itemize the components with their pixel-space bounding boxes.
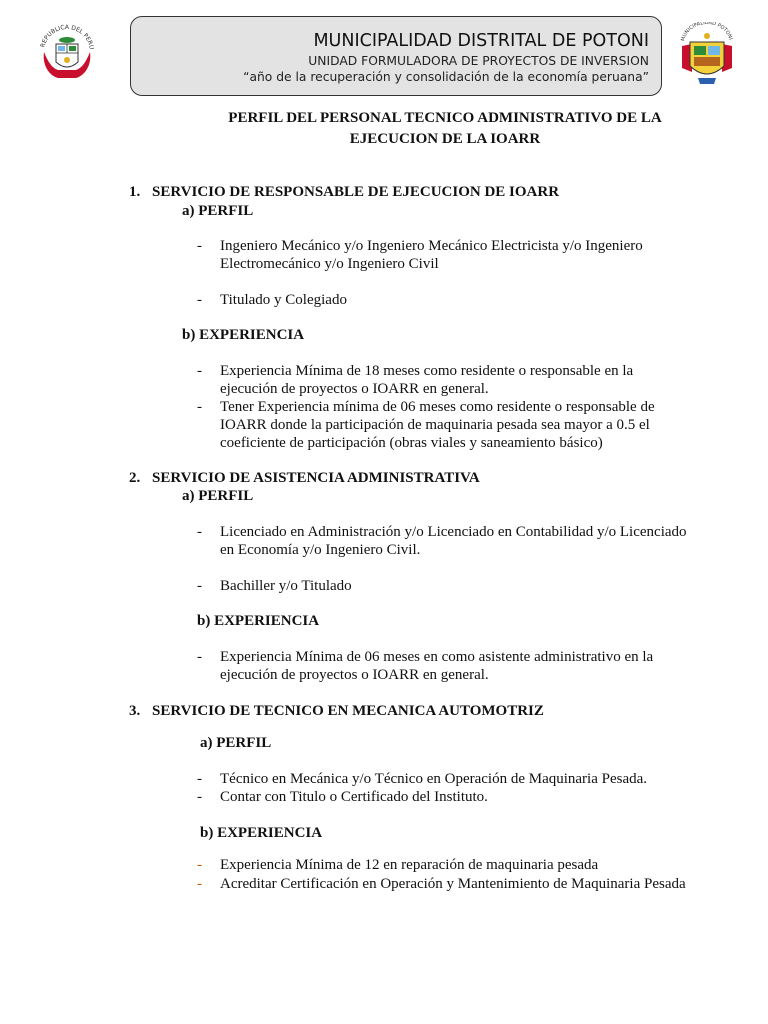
text-line: en Economía y/o Ingeniero Civil. xyxy=(220,542,421,558)
text-line: ejecución de proyectos o IOARR en general. xyxy=(220,381,489,397)
section-2-profile-item-1 xyxy=(220,523,696,559)
bullet-dash: - xyxy=(197,789,202,805)
title-line-2: EJECUCION DE LA IOARR xyxy=(349,131,541,147)
section-2-profile-item-2 xyxy=(220,577,696,595)
text-line: coeficiente de participación (obras viales y saneamiento básico) xyxy=(220,435,603,451)
header-banner xyxy=(130,16,662,96)
text-line: Acreditar Certificación en Operación y Mantenimiento de Maquinaria Pesada xyxy=(220,876,686,892)
text-line: Experiencia Mínima de 18 meses como residente o responsable en la xyxy=(220,363,634,379)
section-1-experience-item-1 xyxy=(220,362,696,398)
unit-name: UNIDAD FORMULADORA DE PROYECTOS DE INVERSION xyxy=(308,54,649,68)
section-2-heading: SERVICIO DE ASISTENCIA ADMINISTRATIVA xyxy=(152,470,480,486)
section-3-heading: SERVICIO DE TECNICO EN MECANICA AUTOMOTRIZ xyxy=(152,703,544,719)
bullet-dash: - xyxy=(197,771,202,787)
section-2-experience-label: b) EXPERIENCIA xyxy=(197,613,320,629)
bullet-dash: - xyxy=(197,363,202,379)
section-1-profile-label: a) PERFIL xyxy=(182,203,254,219)
bullet-dash: - xyxy=(197,578,202,594)
bullet-dash: - xyxy=(197,399,202,415)
text-line: Bachiller y/o Titulado xyxy=(220,578,352,594)
text-line: Experiencia Mínima de 06 meses en como asistente administrativo en la xyxy=(220,649,654,665)
section-3-profile-item-2 xyxy=(220,788,696,806)
svg-text:REPUBLICA DEL PERU: REPUBLICA DEL PERU xyxy=(39,23,95,51)
section-1-profile-item-2 xyxy=(220,291,696,309)
section-2-experience-item-1 xyxy=(220,648,696,684)
section-3-experience-item-2 xyxy=(220,875,696,893)
text-line: Titulado y Colegiado xyxy=(220,292,347,308)
text-line: ejecución de proyectos o IOARR en general. xyxy=(220,667,489,683)
text-line: Técnico en Mecánica y/o Técnico en Operación de Maquinaria Pesada. xyxy=(220,771,648,787)
section-2-number: 2. xyxy=(129,470,141,486)
bullet-dash: - xyxy=(197,238,202,254)
section-2-profile-label: a) PERFIL xyxy=(182,488,254,504)
section-3-number: 3. xyxy=(129,703,141,719)
municipality-name: MUNICIPALIDAD DISTRITAL DE POTONI xyxy=(313,31,649,51)
text-line: Ingeniero Mecánico y/o Ingeniero Mecánico Electricista y/o Ingeniero xyxy=(220,238,643,254)
peru-coat-of-arms-logo xyxy=(36,22,98,84)
section-1-profile-item-1 xyxy=(220,237,696,273)
bullet-dash: - xyxy=(197,524,202,540)
svg-text:MUNICIPALIDAD POTONI: MUNICIPALIDAD POTONI xyxy=(680,22,734,42)
text-line: Contar con Titulo o Certificado del Instituto. xyxy=(220,789,488,805)
bullet-dash: - xyxy=(197,876,202,892)
section-3-experience-item-1 xyxy=(220,856,696,874)
section-3-profile-item-1 xyxy=(220,770,696,788)
municipality-potoni-logo xyxy=(676,22,738,84)
section-1-experience-label: b) EXPERIENCIA xyxy=(182,327,305,343)
text-line: Experiencia Mínima de 12 en reparación de maquinaria pesada xyxy=(220,857,599,873)
section-3-experience-label: b) EXPERIENCIA xyxy=(200,825,323,841)
section-3-profile-label: a) PERFIL xyxy=(200,735,272,751)
bullet-dash: - xyxy=(197,857,202,873)
text-line: IOARR donde la participación de maquinaria pesada sea mayor a 0.5 el xyxy=(220,417,650,433)
document-title xyxy=(210,108,680,150)
bullet-dash: - xyxy=(197,649,202,665)
year-motto: “año de la recuperación y consolidación de la economía peruana” xyxy=(243,70,649,84)
section-1-number: 1. xyxy=(129,184,141,200)
bullet-dash: - xyxy=(197,292,202,308)
section-1-experience-item-2 xyxy=(220,398,696,452)
text-line: Licenciado en Administración y/o Licenciado en Contabilidad y/o Licenciado xyxy=(220,524,687,540)
section-1-heading: SERVICIO DE RESPONSABLE DE EJECUCION DE IOARR xyxy=(152,184,560,200)
text-line: Electromecánico y/o Ingeniero Civil xyxy=(220,256,439,272)
title-line-1: PERFIL DEL PERSONAL TECNICO ADMINISTRATIVO DE LA xyxy=(228,110,662,126)
text-line: Tener Experiencia mínima de 06 meses como residente o responsable de xyxy=(220,399,655,415)
